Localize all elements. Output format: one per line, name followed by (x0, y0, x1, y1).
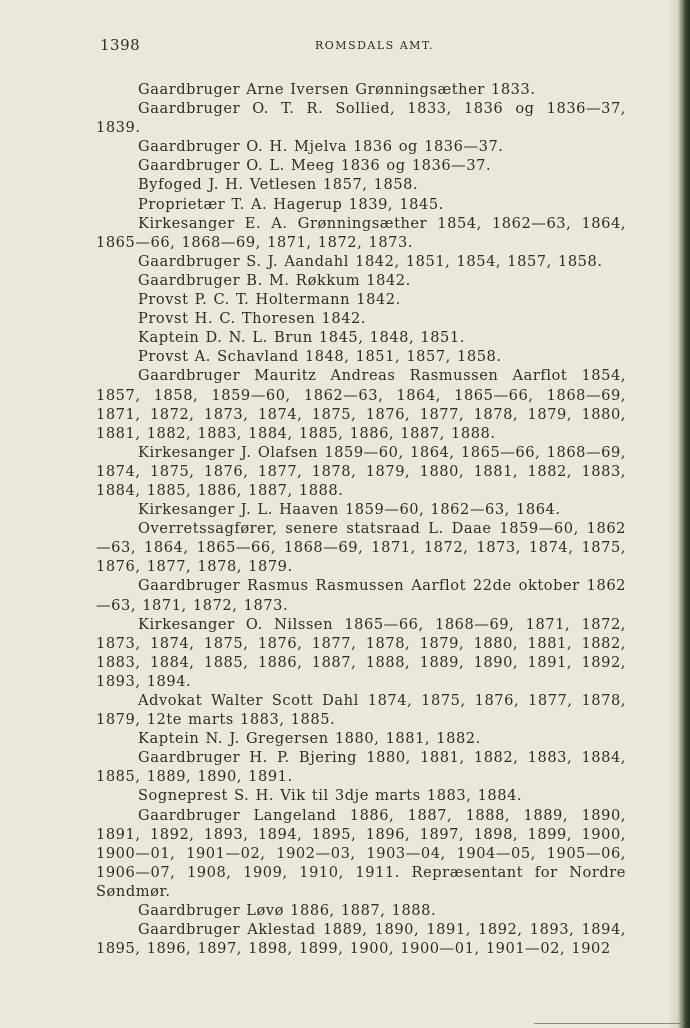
entry: Gaardbruger Aklestad 1889, 1890, 1891, 1892, 1893, 1894, 1895, 1896, 1897, 1898, 1899, 1900, 1900—01, 1901—02, 1902 (96, 921, 626, 958)
entry: Kirkesanger O. Nilssen 1865—66, 1868—69, 1871, 1872, 1873, 1874, 1875, 1876, 1877, 1878, 1879, 1880, 1881, 1882, 1883, 1884, 1885, 1886, 1887, 1888, 1889, 1890, 1891, 1892, 1893, 1894. (96, 615, 626, 690)
entry: Provst P. C. T. Holtermann 1842. (138, 291, 401, 309)
entry: Kaptein N. J. Gregersen 1880, 1881, 1882. (138, 730, 481, 748)
entry: Proprietær T. A. Hagerup 1839, 1845. (138, 195, 444, 213)
entry: Sogneprest S. H. Vik til 3dje marts 1883, 1884. (138, 787, 523, 805)
entry: Gaardbruger B. M. Røkkum 1842. (138, 271, 411, 289)
entry: Kirkesanger J. L. Haaven 1859—60, 1862—63, 1864. (138, 501, 561, 519)
page-header (100, 36, 640, 58)
page-number: 1398 (100, 36, 141, 54)
entry: Gaardbruger O. H. Mjelva 1836 og 1836—37. (138, 138, 504, 156)
entry: Gaardbruger Langeland 1886, 1887, 1888, 1889, 1890, 1891, 1892, 1893, 1894, 1895, 1896, 1897, 1898, 1899, 1900, 1900—01, 1901—02, 1902—03, 1903—04, 1904—05, 1905—06, 1906—07, 1908, 1909, 1910, 1911. Repræsentant for Nordre Søndmør. (96, 806, 626, 900)
entry: Gaardbruger H. P. Bjering 1880, 1881, 1882, 1883, 1884, 1885, 1889, 1890, 1891. (96, 749, 626, 786)
entry: Gaardbruger O. L. Meeg 1836 og 1836—37. (138, 157, 492, 175)
running-title: ROMSDALS AMT. (315, 39, 435, 52)
entry: Gaardbruger Arne Iversen Grønningsæther 1833. (138, 81, 536, 98)
bottom-rule (534, 1023, 684, 1024)
entry: Kirkesanger E. A. Grønningsæther 1854, 1862—63, 1864, 1865—66, 1868—69, 1871, 1872, 1873. (96, 214, 626, 251)
entry: Byfoged J. H. Vetlesen 1857, 1858. (138, 176, 419, 194)
entry: Provst H. C. Thoresen 1842. (138, 310, 367, 328)
entry: Gaardbruger O. T. R. Sollied, 1833, 1836 og 1836—37, 1839. (96, 100, 626, 137)
entry: Kirkesanger J. Olafsen 1859—60, 1864, 1865—66, 1868—69, 1874, 1875, 1876, 1877, 1878, 1879, 1880, 1881, 1882, 1883, 1884, 1885, 1886, 1887, 1888. (96, 443, 626, 499)
entry: Kaptein D. N. L. Brun 1845, 1848, 1851. (138, 329, 465, 347)
entries-list (96, 80, 626, 958)
entry: Gaardbruger S. J. Aandahl 1842, 1851, 1854, 1857, 1858. (138, 252, 603, 270)
entry: Gaardbruger Rasmus Rasmussen Aarflot 22de oktober 1862—63, 1871, 1872, 1873. (96, 577, 626, 614)
entry: Overretssagfører, senere statsraad L. Daae 1859—60, 1862—63, 1864, 1865—66, 1868—69, 1871, 1872, 1873, 1874, 1875, 1876, 1877, 1878, 1879. (96, 520, 626, 576)
entry: Advokat Walter Scott Dahl 1874, 1875, 1876, 1877, 1878, 1879, 12te marts 1883, 1885. (96, 692, 626, 729)
entry: Provst A. Schavland 1848, 1851, 1857, 1858. (138, 348, 502, 366)
entry: Gaardbruger Løvø 1886, 1887, 1888. (138, 902, 437, 920)
page-edge-shadow (668, 0, 690, 1028)
entry: Gaardbruger Mauritz Andreas Rasmussen Aarflot 1854, 1857, 1858, 1859—60, 1862—63, 1864, 1865—66, 1868—69, 1871, 1872, 1873, 1874, 1875, 1876, 1877, 1878, 1879, 1880, 1881, 1882, 1883, 1884, 1885, 1886, 1887, 1888. (96, 367, 626, 442)
